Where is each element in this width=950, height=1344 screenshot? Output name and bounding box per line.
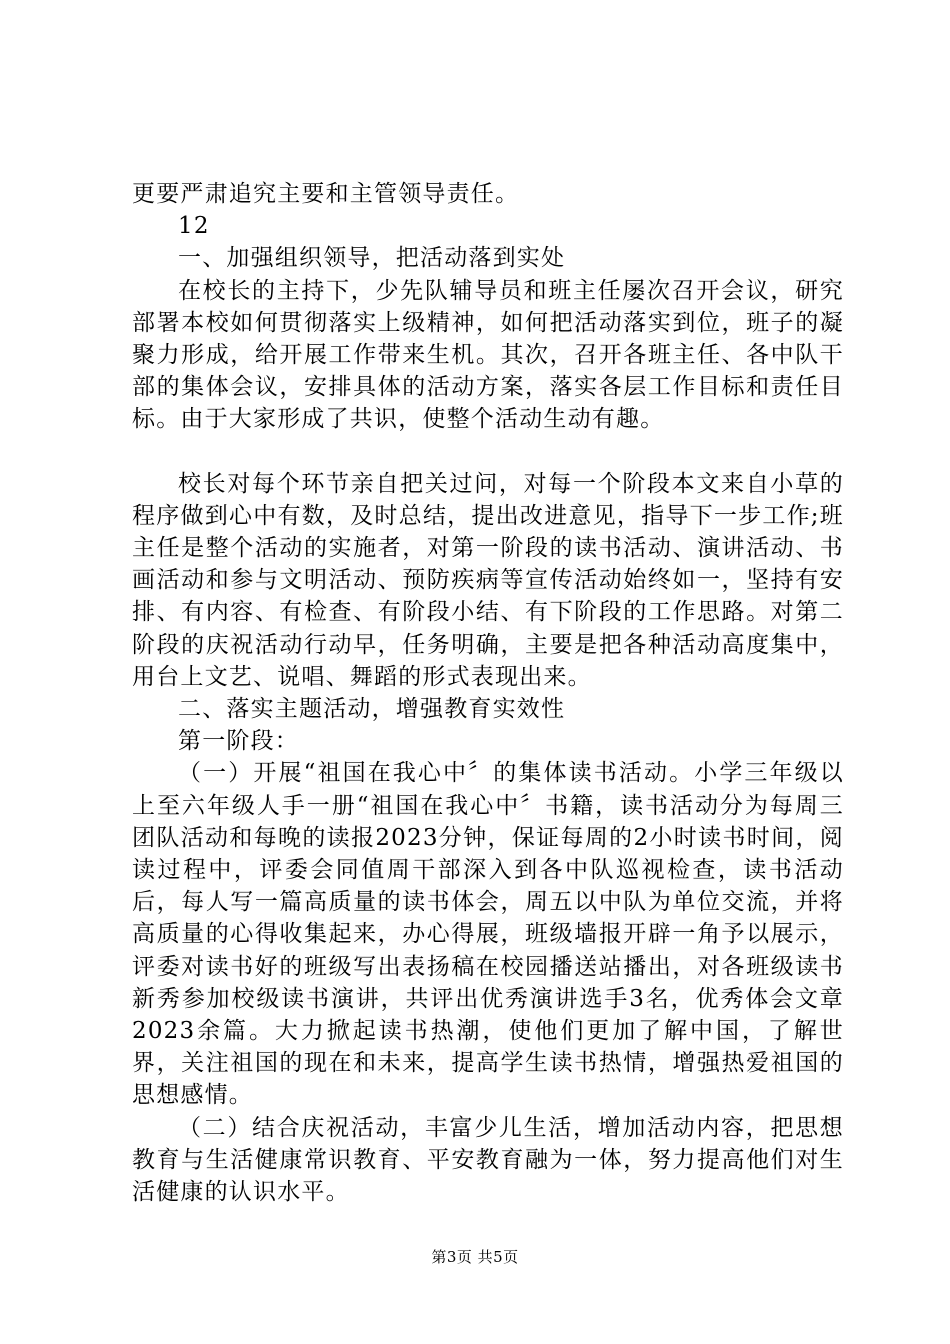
paragraph-celebration-activity: （二）结合庆祝活动，丰富少儿生活，增加活动内容，把思想教育与生活健康常识教育、平安教育融为一体，努力提高他们对生活健康的认识水平。 xyxy=(132,1114,844,1206)
paragraph-reading-activity: （一）开展“祖国在我心中〞的集体读书活动。小学三年级以上至六年级人手一册“祖国在我心中〞书籍，读书活动分为每周三团队活动和每晚的读报2023分钟，保证每周的2小时读书时间，阅读过程中，评委会同值周干部深入到各中队巡视检查，读书活动后，每人写一篇高质量的读书体会，周五以中队为单位交流，并将高质量的心得收集起来，办心得展，班级墙报开辟一角予以展示，评委对读书好的班级写出表扬稿在校园播送站播出，对各班级读书新秀参加校级读书演讲，共评出优秀演讲选手3名，优秀体会文章2023余篇。大力掀起读书热潮，使他们更加了解中国，了解世界，关注祖国的现在和未来，提高学生读书热情，增强热爱祖国的思想感情。 xyxy=(132,760,844,1109)
section-heading-1: 一、加强组织领导，把活动落到实处 xyxy=(178,245,566,272)
document-body xyxy=(132,178,844,1208)
paragraph-continuation: 更要严肃追究主要和主管领导责任。 xyxy=(132,181,520,207)
page-footer: 第3页 共5页 xyxy=(431,1248,519,1266)
paragraph-number: 12 xyxy=(178,213,210,240)
stage-heading: 第一阶段： xyxy=(178,728,299,755)
paragraph-meetings: 在校长的主持下，少先队辅导员和班主任屡次召开会议，研究部署本校如何贯彻落实上级精神，如何把活动落实到位，班子的凝聚力形成，给开展工作带来生机。其次，召开各班主任、各中队干部的集体会议，安排具体的活动方案，落实各层工作目标和责任目标。由于大家形成了共识，使整个活动生动有趣。 xyxy=(132,277,844,433)
section-heading-2: 二、落实主题活动，增强教育实效性 xyxy=(178,696,566,723)
paragraph-principal: 校长对每个环节亲自把关过问，对每一个阶段本文来自小草的程序做到心中有数，及时总结，提出改进意见，指导下一步工作;班主任是整个活动的实施者，对第一阶段的读书活动、演讲活动、书画活动和参与文明活动、预防疾病等宣传活动始终如一，坚持有安排、有内容、有检查、有阶段小结、有下阶段的工作思路。对第二阶段的庆祝活动行动早，任务明确，主要是把各种活动高度集中，用台上文艺、说唱、舞蹈的形式表现出来。 xyxy=(132,470,844,690)
